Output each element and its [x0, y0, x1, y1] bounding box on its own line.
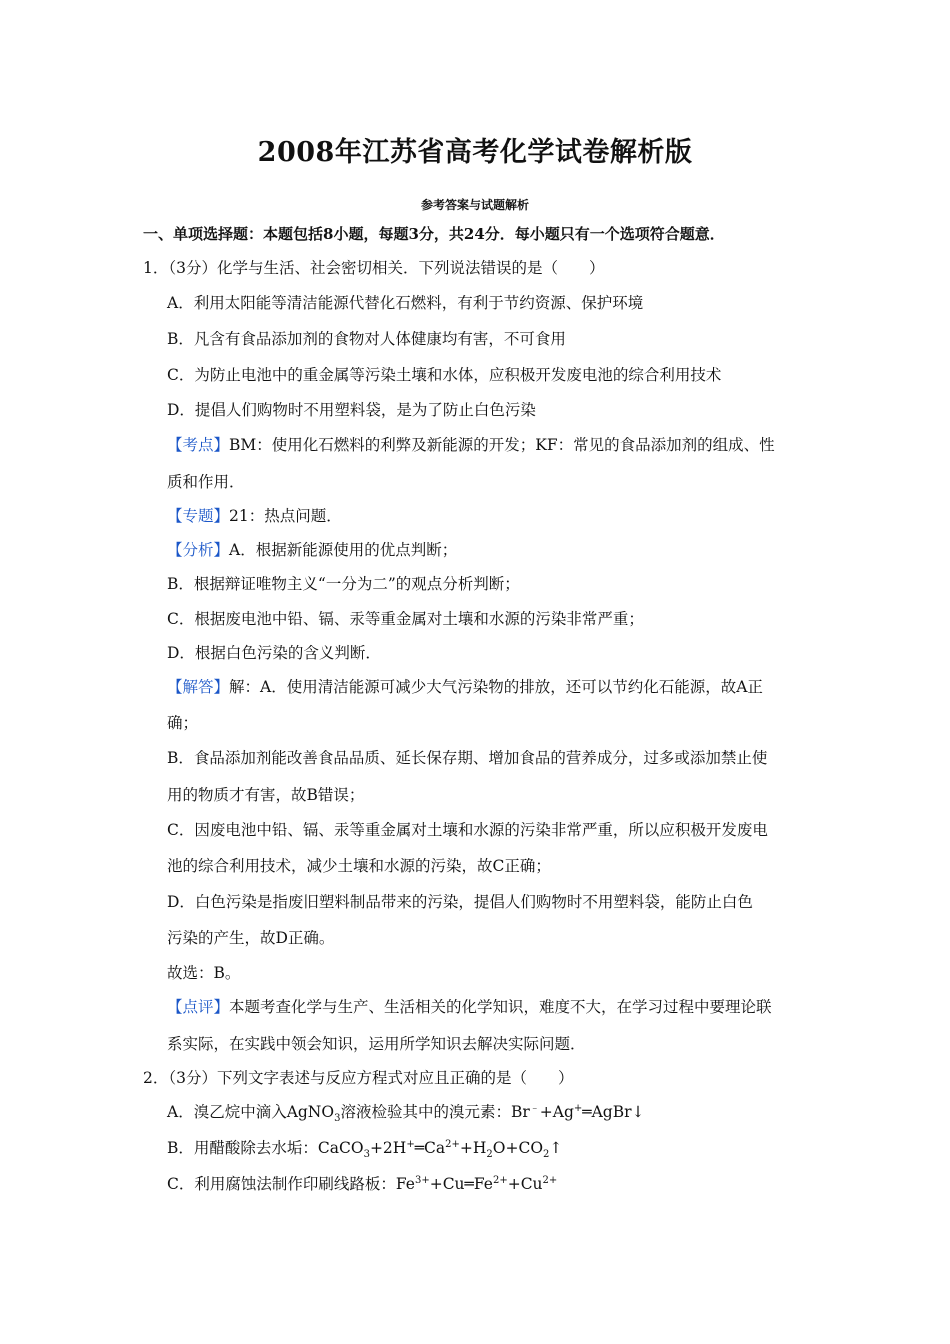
subscript: 3: [363, 1149, 370, 1161]
jieda-line: B．食品添加剂能改善食品品质、延长保存期、增加食品的营养成分，过多或添加禁止使: [167, 749, 768, 767]
formula-text: +Ag: [539, 1103, 574, 1121]
document-title: 2008年江苏省高考化学试卷解析版: [257, 137, 693, 168]
zhuanti-tag: 【专题】: [167, 507, 230, 525]
fenxi-line: D．根据白色污染的含义判断．: [167, 644, 381, 662]
q1-zhuanti: [167, 506, 342, 526]
fenxi-line: A．根据新能源使用的优点判断；: [229, 541, 458, 559]
superscript: +: [573, 1102, 583, 1114]
jieda-line: 污染的产生，故D正确。: [167, 929, 335, 947]
q1-option-c: C．为防止电池中的重金属等污染土壤和水体，应积极开发废电池的综合利用技术: [167, 366, 722, 384]
jieda-line: D．白色污染是指废旧塑料制品带来的污染，提倡人们购物时不用塑料袋，能防止白色: [167, 893, 753, 911]
dianping-text: 本题考查化学与生产、生活相关的化学知识，难度不大，在学习过程中要理论联: [229, 998, 772, 1016]
question-2-stem: 2．（3分）下列文字表述与反应方程式对应且正确的是（ ）: [143, 1069, 574, 1087]
q2-option-c: [167, 1174, 557, 1194]
q1-option-a: A．利用太阳能等清洁能源代替化石燃料，有利于节约资源、保护环境: [167, 294, 644, 312]
formula-text: ═AgBr↓: [582, 1103, 645, 1121]
formula-text: B．用醋酸除去水垢：CaCO: [167, 1139, 364, 1157]
jieda-line: C．因废电池中铅、镉、汞等重金属对土壤和水源的污染非常严重，所以应积极开发废电: [167, 821, 768, 839]
section-heading: 一、单项选择题：本题包括8小题，每题3分，共24分．每小题只有一个选项符合题意．: [143, 225, 725, 243]
subscript: 2: [486, 1149, 493, 1161]
jieda-line: 故选：B。: [167, 964, 241, 982]
jieda-line: 确；: [167, 714, 199, 732]
formula-text: +H: [459, 1139, 487, 1157]
fenxi-line: B．根据辩证唯物主义“一分为二”的观点分析判断；: [167, 575, 520, 593]
kaodian-tag: 【考点】: [167, 436, 230, 454]
q2-option-b: [167, 1138, 563, 1161]
superscript: ﹣: [529, 1102, 540, 1114]
q1-fenxi: [167, 540, 457, 560]
jieda-line: 池的综合利用技术，减少土壤和水源的污染，故C正确；: [167, 857, 551, 875]
superscript: 2+: [542, 1174, 558, 1186]
formula-text: +2H: [369, 1139, 407, 1157]
superscript: +: [406, 1138, 415, 1150]
q1-dianping: [167, 997, 772, 1017]
q1-kaodian: [167, 435, 775, 455]
formula-text: +Cu═Fe: [429, 1175, 493, 1193]
q1-kaodian-cont: 质和作用．: [167, 473, 245, 491]
subscript: 2: [543, 1149, 550, 1161]
subscript: 3: [334, 1113, 341, 1125]
formula-text: 溶液检验其中的溴元素：Br: [340, 1103, 530, 1121]
q1-dianping-cont: 系实际，在实践中领会知识，运用所学知识去解决实际问题．: [167, 1035, 586, 1053]
jieda-tag: 【解答】: [167, 678, 230, 696]
formula-text: C．利用腐蚀法制作印刷线路板：Fe: [167, 1175, 415, 1193]
document-subtitle: 参考答案与试题解析: [420, 198, 529, 212]
formula-text: ↑: [549, 1139, 563, 1157]
formula-text: +Cu: [507, 1175, 543, 1193]
q1-jieda: [167, 677, 763, 697]
superscript: 2+: [492, 1174, 508, 1186]
q1-option-b: B．凡含有食品添加剂的食物对人体健康均有害，不可食用: [167, 330, 566, 348]
superscript: 2+: [445, 1138, 460, 1150]
formula-text: O+CO: [492, 1139, 544, 1157]
jieda-line: 用的物质才有害，故B错误；: [167, 786, 365, 804]
fenxi-line: C．根据废电池中铅、镉、汞等重金属对土壤和水源的污染非常严重；: [167, 610, 644, 628]
q2-option-a: [167, 1102, 645, 1125]
superscript: 3+: [414, 1174, 430, 1186]
formula-text: A．溴乙烷中滴入AgNO: [167, 1103, 335, 1121]
formula-text: ═Ca: [414, 1139, 446, 1157]
kaodian-text: BM：使用化石燃料的利弊及新能源的开发；KF：常见的食品添加剂的组成、性: [229, 436, 775, 454]
question-1-stem: 1．（3分）化学与生活、社会密切相关．下列说法错误的是（ ）: [143, 259, 605, 277]
jieda-line: 解：A．使用清洁能源可减少大气污染物的排放，还可以节约化石能源，故A正: [229, 678, 763, 696]
zhuanti-text: 21：热点问题．: [229, 507, 342, 525]
q1-option-d: D．提倡人们购物时不用塑料袋，是为了防止白色污染: [167, 401, 536, 419]
dianping-tag: 【点评】: [167, 998, 230, 1016]
fenxi-tag: 【分析】: [167, 541, 230, 559]
